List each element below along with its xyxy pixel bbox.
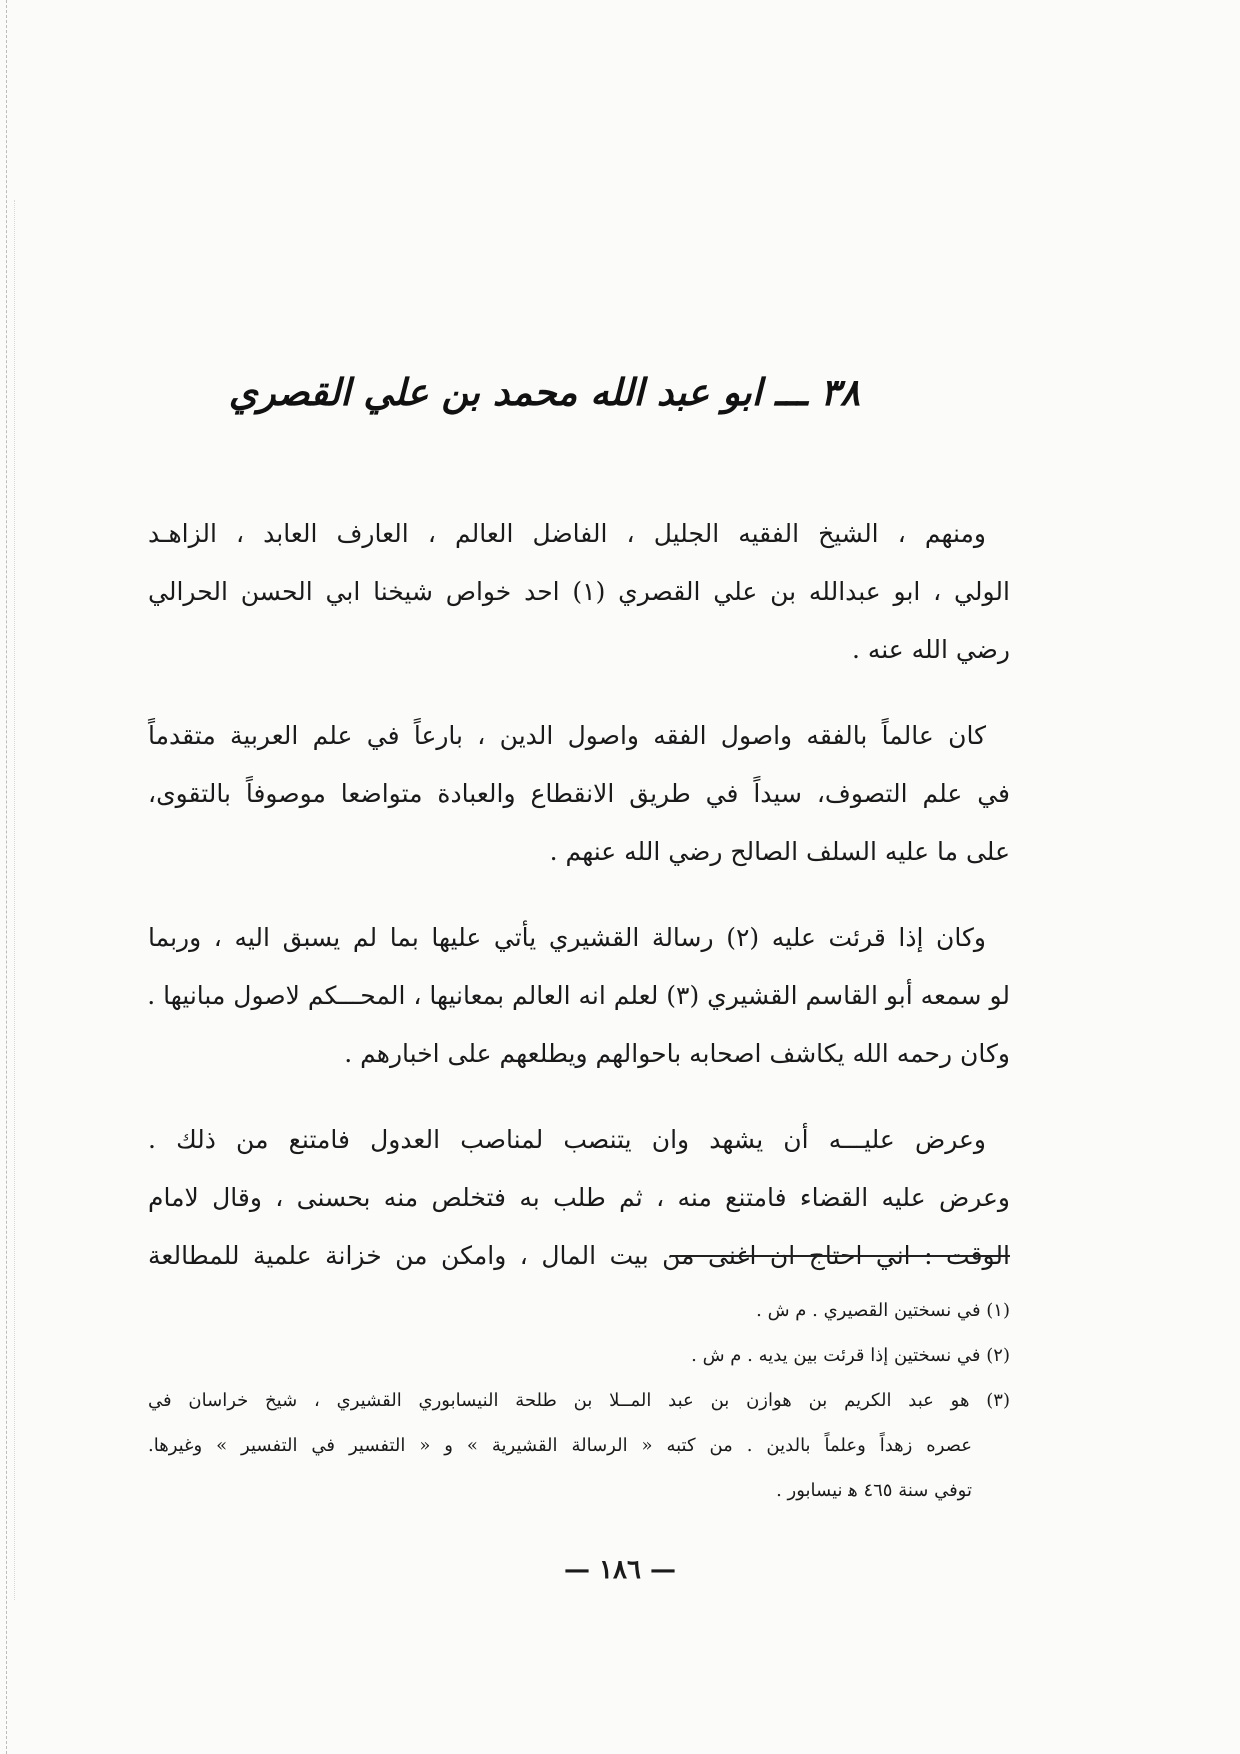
footnote: (١) في نسختين القصيري . م ش .: [756, 1300, 1010, 1321]
text-line: ومنهم ، الشيخ الفقيه الجليل ، الفاضل العالم ، العارف العابد ، الزاهـد: [148, 519, 986, 548]
text-line: وعرض عليـــه أن يشهد وان يتنصب لمناصب العدول فامتنع من ذلك .: [148, 1125, 986, 1154]
footnote-separator: [670, 1255, 1010, 1257]
binding-edge-shadow: [14, 200, 17, 1600]
footnotes: [148, 1288, 1010, 1513]
paragraph: [148, 505, 1010, 679]
text-line: الوقت : اني احتاج ان اغنى من بيت المال ، وامكن من خزانة علمية للمطالعة: [148, 1241, 1010, 1270]
text-line: كان عالماً بالفقه واصول الفقه واصول الدين ، بارعاً في علم العربية متقدماً: [148, 721, 986, 750]
text-line: وعرض عليه القضاء فامتنع منه ، ثم طلب به فتخلص منه بحسنى ، وقال لامام: [148, 1183, 1010, 1212]
text-line: لو سمعه أبو القاسم القشيري (٣) لعلم انه العالم بمعانيها ، المحـــكم لاصول مبانيها .: [147, 981, 1010, 1010]
text-line: في علم التصوف، سيداً في طريق الانقطاع والعبادة متواضعا موصوفاً بالتقوى،: [148, 779, 1010, 808]
text-line: وكان إذا قرئت عليه (٢) رسالة القشيري يأتي عليها بما لم يسبق اليه ، وربما: [148, 923, 986, 952]
footnote-continuation: عصره زهداً وعلماً بالدين . من كتبه « الرسالة القشيرية » و « التفسير في التفسير » وغيرها.: [148, 1435, 972, 1456]
body-text: [148, 505, 1010, 1313]
footnote: (٣) هو عبد الكريم بن هوازن بن عبد المــلا بن طلحة النيسابوري القشيري ، شيخ خراسان في: [148, 1390, 1010, 1411]
text-line: الولي ، ابو عبدالله بن علي القصري (١) احد خواص شيخنا ابي الحسن الحرالي: [148, 577, 1010, 606]
page-number: — ١٨٦ —: [563, 1555, 677, 1585]
chapter-title: ٣٨ ـــ ابو عبد الله محمد بن علي القصري: [228, 370, 860, 414]
footnote: (٢) في نسختين إذا قرئت بين يديه . م ش .: [691, 1345, 1010, 1366]
footnote-continuation: توفي سنة ٤٦٥ ﻫ نيسابور .: [776, 1480, 972, 1501]
binding-edge: [6, 0, 13, 1754]
paragraph: [148, 707, 1010, 881]
text-line: وكان رحمه الله يكاشف اصحابه باحوالهم ويطلعهم على اخبارهم .: [344, 1039, 1010, 1068]
text-line: رضي الله عنه .: [851, 635, 1010, 664]
text-line: على ما عليه السلف الصالح رضي الله عنهم .: [549, 837, 1010, 866]
paragraph: [148, 1111, 1010, 1285]
paragraph: [148, 909, 1010, 1083]
